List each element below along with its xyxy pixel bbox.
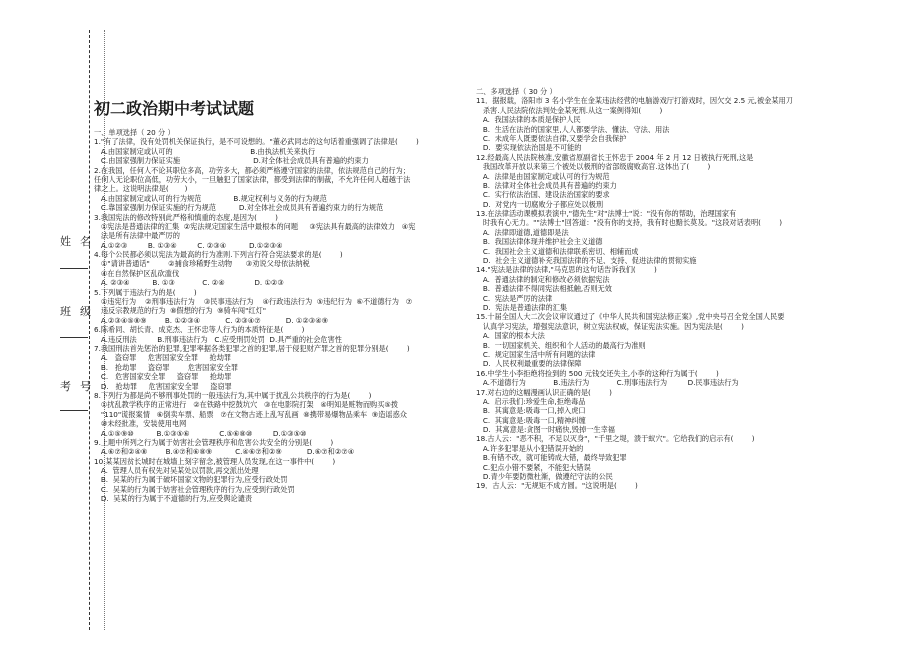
question-text-line: 18.古人云："恶不积，不足以灭身"，"千里之堤，溃于蚁穴"。它给我们的启示有( ) [476, 434, 755, 444]
question-text-line: A. 管理人员有权先对吴某处以罚款,再交派出处理 [94, 466, 259, 476]
name-label: 姓名 [60, 235, 100, 248]
right-question-list [476, 87, 868, 491]
class-label: 班级 [60, 305, 100, 318]
question-text-line: B. 其寓意是:吸毒一口,掉入虎口 [476, 406, 586, 416]
exam-number-blank-line [60, 410, 88, 411]
question-text-line: 一、单项选择（ 20 分 ） [94, 128, 175, 137]
question-text-line: D. 要实现依法治国是不可能的 [476, 143, 582, 153]
question-text-line: 我国改革开放以来第三个被处以极刑的省部级腐败高官.这体出了( ) [476, 162, 711, 172]
question-text-line: D. 抢劫罪 危害国家安全罪 盗窃罪 [94, 381, 232, 391]
class-blank-line [60, 337, 88, 338]
question-text-line: A. 国家的根本大法 [476, 331, 545, 341]
question-text-line: ①扰乱教学秩序的正常进行 ②在铁路中挖鼓坑穴 ③在电影院打架 ④明知是赃物而购买⑤拨 [94, 400, 399, 410]
question-text-line: D. 宪法是普通法律的汇集 [476, 302, 568, 312]
question-text-line: C. 吴某的行为属于妨害社会管理秩序的行为,应受到行政处罚 [94, 484, 295, 494]
question-text-line: 5.下列属于违法行为的是( ) [94, 287, 197, 297]
question-text-line: A. 普通法律的制定和修改必须依据宪法 [476, 274, 610, 284]
question-text-line: 9.上题中所列之行为属于妨害社会管理秩序和危害公共安全的分别是( ) [94, 437, 334, 447]
question-text-line: B. 法律对全体社会成员具有普遍的约束力 [476, 180, 617, 190]
question-text-line: 10.某某因贫长城时在城墙上刻字留念,被管理人员发现,在这一事件中( ) [94, 456, 336, 466]
question-text-line: 19．古人云："无规矩不成方圆。"这说明是( ) [476, 481, 638, 491]
question-text-line: D. 社会主义道德补充我国法律的不足、支持、促进法律的贯彻实施 [476, 256, 697, 266]
question-text-line: 二、多项选择（ 30 分 ） [476, 87, 557, 96]
question-text-line: B.有错不改，就可能铸成大错，最终导致犯罪 [476, 453, 627, 463]
question-text-line: 法是所有法律中最严厉的 [94, 231, 180, 241]
question-text-line: A. 法律即道德,道德即是法 [476, 227, 569, 237]
left-question-list [94, 128, 474, 504]
question-text-line: A.由国家制定或认可的 B.由执法机关来执行 [94, 146, 316, 156]
question-text-line: C.由国家强制力保证实施 D.对全体社会成员具有普遍的约束力 [94, 156, 369, 166]
question-text-line: C.犯点小错不要紧，不能犯大错误 [476, 462, 591, 472]
question-text-line: B. 我国法律体现并维护社会主义道德 [476, 237, 603, 247]
question-text-line: D. 对党内一切腐败分子都应处以极刑 [476, 199, 604, 209]
question-text-line: A.不道德行为 B.违法行为 C.刑事违法行为 D.民事违法行为 [476, 378, 739, 388]
question-text-line: A.②③④⑤⑧⑨ B. ①②③④ C. ②③④⑦ D. ①②③④⑨ [94, 315, 329, 325]
question-text-line: D. 人民权利最重要的法律保障 [476, 359, 582, 369]
question-text-line: A. 我国法律的本质是保护人民 [476, 115, 581, 125]
question-text-line: ④在自然保护区乱砍滥伐 [94, 268, 180, 278]
question-text-line: B. 抢劫罪 盗窃罪 危害国家安全罪 [94, 362, 239, 372]
question-text-line: A.①⑤⑨⑩ B.①③⑤⑥ C.⑤⑥⑧⑩ D.①③⑤⑩ [94, 428, 307, 438]
question-text-line: 3.我国宪法的修改特别此严格和慎重的态度,是因为( ) [94, 212, 278, 222]
question-text-line: 4.每个公民都必须以宪法为最高的行为准则.下列言行符合宪法要求的是( ) [94, 250, 343, 260]
question-text-line: ①宪法是普通法律的汇集 ②宪法规定国家生活中最根本的问题 ③宪法具有最高的法律效力 ④宪 [94, 221, 416, 231]
question-text-line: 17.对右边的这幅漫画认识正确的是( ) [476, 387, 612, 397]
question-text-line: 认真学习宪法，增强宪法意识，树立宪法权威，保证宪法实施。因为宪法是( ) [476, 321, 744, 331]
question-text-line: 11．据报载，洛阳市 3 名小学生在金某违法经营的电脑游戏厅打游戏时，因欠交 2.5 元,被金某用刀 [476, 96, 793, 106]
exam-title: 初二政治期中考试试题 [94, 99, 255, 118]
binding-dashed-line [89, 30, 90, 630]
question-text-line: ①"请讲普通话" ②捕食珍稀野生动物 ③劝说父母依法纳税 [94, 259, 310, 269]
question-text-line: 2.在我国，任何人不论其职位多高，功劳多大，都必须严格遵守国家的法律，依法规范自己的行为； [94, 165, 410, 175]
question-text-line: 杀害.人民法院依法判处金某死刑.从这一案例得知( ) [476, 105, 663, 115]
question-text-line: A. ②③④ B. ①③ C. ②④ D. ①②③ [94, 278, 284, 288]
question-text-line: B. 一切国家机关、组织和个人活动的最高行为准则 [476, 340, 646, 350]
name-blank-line [60, 268, 88, 269]
exam-number-label: 考号 [60, 380, 100, 393]
question-text-line: 任何人无论职位高低，功劳大小，一旦触犯了国家法律，都受到法律的制裁，不允许任何人超越于法 [94, 174, 411, 184]
question-text-line: 6.陈希同、胡长青、成克杰、王怀忠等人行为的本质特征是( ) [94, 325, 305, 335]
question-text-line: C. 宪法是严厉的法律 [476, 293, 553, 303]
question-text-line: C.靠国家强制力保证实施的行为规范 D.对全体社会成员具有普遍约束力的行为规范 [94, 203, 384, 213]
question-text-line: 13.在法律活动课模拟表演中,"德先生"对"法博士"说："没有你的帮助，治理国家有 [476, 209, 737, 219]
question-text-line: B. 生活在法治的国家里,人人都要学法、懂法、守法、用法 [476, 124, 670, 134]
question-text-line: 15.十届全国人大二次会议审议通过了《中华人民共和国宪法修正案》,党中央号召全党全国人民要 [476, 312, 785, 322]
question-text-line: "110"谎报案情 ⑥倒卖车票、船票 ⑦在文物古迹上乱写乱画 ⑧携带易爆物品乘车 ⑨造谣惑众 [94, 409, 407, 419]
question-text-line: 时我有心无力。""法博士"回答道："没有你的支持，我有时也黯长莫及。"这段对话表明( ) [476, 218, 783, 228]
question-text-line: C. 规定国家生活中所有问题的法律 [476, 349, 596, 359]
question-text-line: 14."宪法是法律的法律,"马克思的这句话告诉我们( ) [476, 265, 657, 275]
question-text-line: D. 其寓意是:贪图一时痛快,毁掉一生幸福 [476, 425, 615, 435]
question-text-line: A. 盗窃罪 危害国家安全罪 抢劫罪 [94, 353, 232, 363]
question-text-line: 8.下列行为都是尚不够刑事处罚的一般违法行为,其中属于扰乱公共秩序的行为是( ) [94, 390, 372, 400]
question-text-line: C. 实行依法治国、建设法治国家的要求 [476, 190, 610, 200]
question-text-line: 12.经最高人民法院核准,安徽省原副省长王怀忠于 2004 年 2 月 12 日被执行死刑,这是 [476, 152, 754, 162]
question-text-line: C. 未成年人既要依法自律,又要学会自我保护 [476, 133, 627, 143]
question-text-line: ①违宪行为 ②刑事违法行为 ③民事违法行为 ④行政违法行为 ⑤违纪行为 ⑥不道德行为 ⑦ [94, 297, 413, 307]
question-text-line: 7.我国刑法首先惩治的犯罪,犯罪率据各类犯罪之首的犯罪,居于侵犯财产罪之首的犯罪分别是( ) [94, 343, 410, 353]
question-text-line: A.许多犯罪是从小犯错误开始的 [476, 443, 584, 453]
question-text-line: 律之上。这说明法律是( ) [94, 184, 188, 194]
question-text-line: D. 吴某的行为属于不道德的行为,应受舆论谴责 [94, 494, 253, 504]
question-text-line: D.青少年要防微杜渐，做遵纪守法的公民 [476, 472, 613, 482]
question-text-line: A.违反刑法 B.刑事违法行为 C.应受刑罚处罚 D.具严重的社会危害性 [94, 334, 342, 344]
question-text-line: 违反宗教规范的行为 ⑧假想的行为 ⑨骑车闯"红灯" [94, 306, 267, 316]
question-text-line: A.⑥⑦和②④⑧ B.④⑦和⑥⑧⑨ C.④⑥⑦和②⑨ D.⑥⑦和②⑦④ [94, 447, 355, 457]
question-text-line: B. 普通法律不得同宪法相抵触,否则无效 [476, 284, 612, 294]
question-text-line: A.由国家制定或认可的行为规范 B.规定权利与义务的行为规范 [94, 193, 327, 203]
question-text-line: A. 启示我们:珍爱生命,拒绝毒品 [476, 396, 586, 406]
question-text-line: C. 危害国家安全罪 盗窃罪 抢劫罪 [94, 372, 232, 382]
question-text-line: A. 法律是由国家制定或认可的行为规范 [476, 171, 610, 181]
question-text-line: 1."有了法律，没有处罚机关保证执行，是不可设想的。"董必武同志的这句话着重强调了法律是( ) [94, 137, 419, 147]
question-text-line: C. 我国社会主义道德和法律联系密切、相辅而成 [476, 246, 639, 256]
question-text-line: C. 其寓意是:吸毒一口,精神纠缠 [476, 415, 586, 425]
question-text-line: 16.中学生小李拒绝将捡到的 500 元钱交还失主,小李的这种行为属于( ) [476, 368, 719, 378]
question-text-line: B. 吴某的行为属于破坏国家文物的犯罪行为,应受行政处罚 [94, 475, 288, 485]
question-text-line: ⑩未经批准，安装使用电网 [94, 419, 187, 429]
question-text-line: A.①②③ B. ①③④ C. ②③④ D.①②③④ [94, 240, 283, 250]
